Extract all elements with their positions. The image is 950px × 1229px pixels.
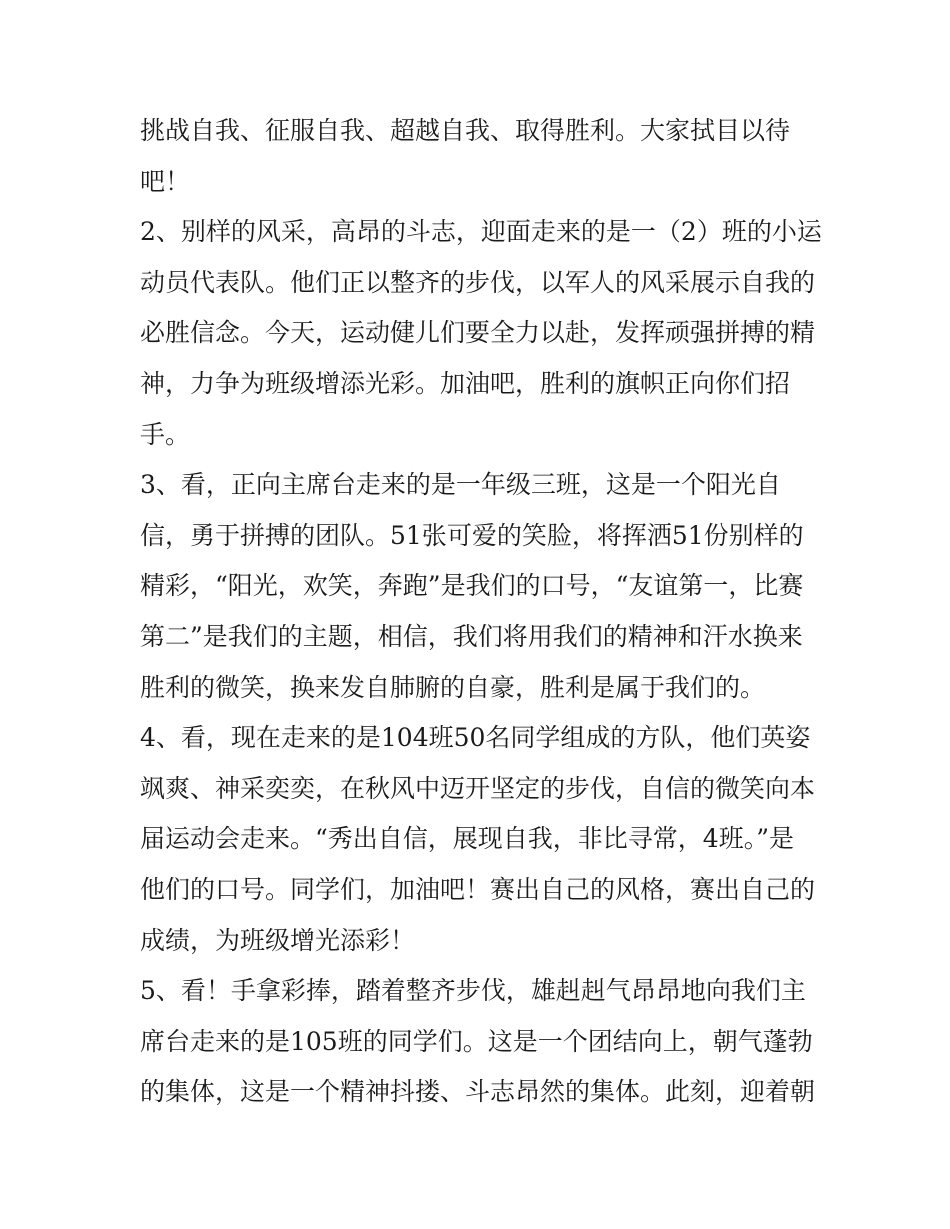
text-line: 席台走来的是105班的同学们。这是一个团结向上，朝气蓬勃 [140, 1026, 813, 1056]
text-line: 5、看！手拿彩捧，踏着整齐步伐，雄赳赳气昂昂地向我们主 [140, 976, 806, 1006]
text-line: 飒爽、神采奕奕，在秋风中迈开坚定的步伐，自信的微笑向本 [140, 773, 816, 803]
text-line: 届运动会走来。“秀出自信，展现自我，非比寻常，4班。”是 [140, 824, 794, 854]
text-line: 必胜信念。今天，运动健儿们要全力以赴，发挥顽强拼搏的精 [140, 318, 816, 348]
text-line: 信，勇于拼搏的团队。51张可爱的笑脸，将挥洒51份别样的 [140, 520, 804, 550]
text-line: 3、看，正向主席台走来的是一年级三班，这是一个阳光自 [140, 470, 781, 500]
text-line: 手。 [140, 419, 191, 449]
text-line: 挑战自我、征服自我、超越自我、取得胜利。大家拭目以待 [140, 116, 791, 145]
text-line: 的集体，这是一个精神抖搂、斗志昂然的集体。此刻，迎着朝 [140, 1077, 816, 1107]
text-line: 2、别样的风采，高昂的斗志，迎面走来的是一（2）班的小运 [140, 217, 822, 247]
text-line: 4、看，现在走来的是104班50名同学组成的方队，他们英姿 [140, 723, 811, 753]
text-line: 成绩，为班级增光添彩！ [140, 925, 416, 955]
text-line: 动员代表队。他们正以整齐的步伐，以军人的风采展示自我的 [140, 267, 816, 297]
text-line: 精彩，“阳光，欢笑，奔跑”是我们的口号，“友谊第一，比赛 [140, 571, 804, 601]
text-line: 他们的口号。同学们，加油吧！赛出自己的风格，赛出自己的 [140, 874, 816, 904]
text-line: 神，力争为班级增添光彩。加油吧，胜利的旗帜正向你们招 [140, 368, 791, 398]
text-line: 胜利的微笑，换来发自肺腑的自豪，胜利是属于我们的。 [140, 672, 766, 702]
text-line: 吧！ [140, 166, 191, 196]
text-line: 第二”是我们的主题，相信，我们将用我们的精神和汗水换来 [140, 621, 803, 651]
document-body [140, 106, 820, 1118]
